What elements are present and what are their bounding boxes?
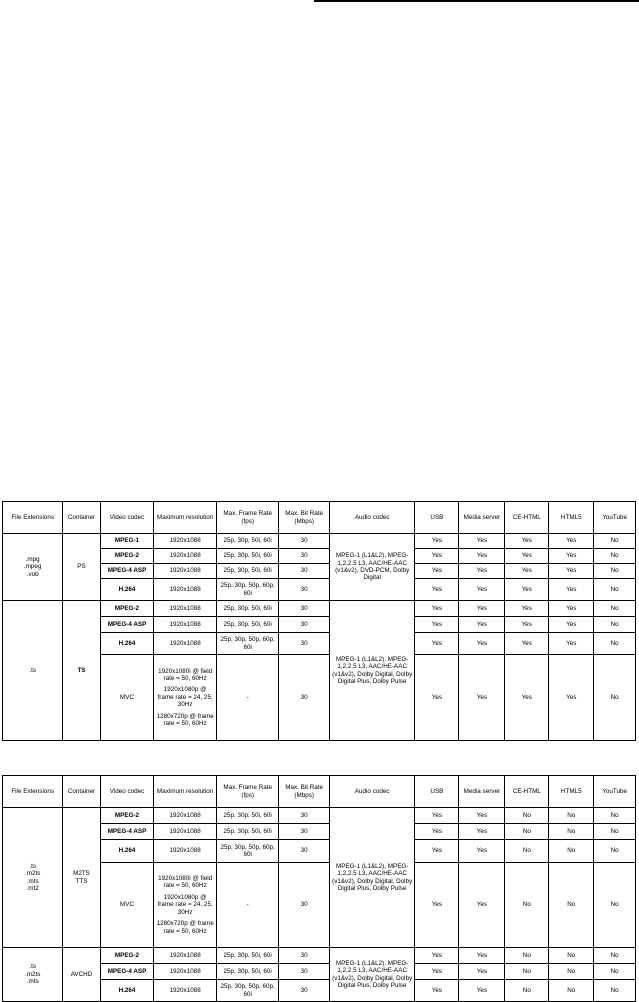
audio-codec-cell: MPEG-1 (L1&L2), MPEG-1,2,2.5 L3, AAC/HE-AAC (v1&v2), DVD-PCM, Dolby Digital: [329, 534, 415, 601]
ce-html-cell: No: [505, 808, 549, 824]
bit-rate-cell: 30: [279, 655, 329, 741]
video-codec-cell: MPEG-2: [100, 808, 154, 824]
ce-html-cell: Yes: [505, 655, 549, 741]
youtube-cell: No: [594, 534, 636, 549]
youtube-cell: No: [594, 617, 636, 633]
ce-html-cell: Yes: [505, 564, 549, 579]
html5-cell: Yes: [549, 564, 594, 579]
frame-rate-cell: 25p, 30p, 50i, 60i: [216, 617, 279, 633]
usb-cell: Yes: [415, 863, 459, 948]
bit-rate-cell: 30: [279, 549, 329, 564]
resolution-cell: 1920x1088: [154, 633, 217, 655]
col-audio-codec: Audio codec: [329, 502, 415, 534]
ce-html-cell: No: [505, 964, 549, 980]
html5-cell: Yes: [549, 549, 594, 564]
youtube-cell: No: [594, 633, 636, 655]
youtube-cell: No: [594, 564, 636, 579]
resolution-cell: 1920x1088: [154, 534, 217, 549]
ce-html-cell: Yes: [505, 633, 549, 655]
youtube-cell: No: [594, 824, 636, 840]
col-media-server: Media server: [459, 776, 505, 808]
bit-rate-cell: 30: [279, 534, 329, 549]
ce-html-cell: No: [505, 863, 549, 948]
media-server-cell: Yes: [459, 840, 505, 863]
frame-rate-cell: 25p, 30p, 50p, 60p, 60i: [216, 579, 279, 601]
resolution-cell: 1920x1088: [154, 564, 217, 579]
resolution-cell: 1920x1088: [154, 617, 217, 633]
table-row: [3, 808, 636, 824]
container-cell: AVCHD: [63, 948, 100, 1002]
bit-rate-cell: 30: [279, 564, 329, 579]
media-server-cell: Yes: [459, 617, 505, 633]
bit-rate-cell: 30: [279, 863, 329, 948]
container-cell: M2TS TTS: [63, 808, 100, 948]
col-container: Container: [63, 502, 100, 534]
youtube-cell: No: [594, 655, 636, 741]
audio-codec-cell: MPEG-1 (L1&L2), MPEG-1,2,2.5 L3, AAC/HE-AAC (v1&v2), Dolby Digital, Dolby Digital Plus, Dolby Pulse: [329, 601, 415, 741]
bit-rate-cell: 30: [279, 980, 329, 1002]
resolution-line: 1280x720p @ frame rate = 50, 60Hz: [156, 920, 214, 935]
media-server-cell: Yes: [459, 534, 505, 549]
html5-cell: No: [549, 948, 594, 964]
file-extensions-cell: .ts .m2ts .mts: [3, 948, 63, 1002]
video-codec-cell: MPEG-4 ASP: [100, 617, 154, 633]
resolution-cell: 1920x1088: [154, 549, 217, 564]
resolution-cell: 1920x1088: [154, 980, 217, 1002]
media-server-cell: Yes: [459, 564, 505, 579]
resolution-line: 1920x1080p @ frame rate = 24, 25, 30Hz: [157, 686, 213, 709]
ce-html-cell: Yes: [505, 549, 549, 564]
ce-html-cell: No: [505, 824, 549, 840]
col-ce-html: CE-HTML: [505, 502, 549, 534]
video-codec-cell: H.264: [100, 579, 154, 601]
usb-cell: Yes: [415, 534, 459, 549]
html5-cell: Yes: [549, 534, 594, 549]
media-format-table-2: [2, 775, 636, 1002]
html5-cell: Yes: [549, 617, 594, 633]
frame-rate-cell: 25p, 30p, 50i, 60i: [216, 601, 279, 617]
frame-rate-cell: 25p, 30p, 50p, 60p, 60i: [216, 840, 279, 863]
ce-html-cell: Yes: [505, 617, 549, 633]
usb-cell: Yes: [415, 655, 459, 741]
media-server-cell: Yes: [459, 948, 505, 964]
media-server-cell: Yes: [459, 824, 505, 840]
col-max-bit-rate: Max. Bit Rate (Mbps): [279, 502, 329, 534]
video-codec-cell: MPEG-1: [100, 534, 154, 549]
video-codec-cell: MPEG-2: [100, 948, 154, 964]
col-youtube: YouTube: [594, 776, 636, 808]
media-server-cell: Yes: [459, 655, 505, 741]
youtube-cell: No: [594, 808, 636, 824]
html5-cell: Yes: [549, 601, 594, 617]
frame-rate-cell: -: [216, 863, 279, 948]
col-video-codec: Video codec: [100, 502, 154, 534]
bit-rate-cell: 30: [279, 808, 329, 824]
html5-cell: No: [549, 808, 594, 824]
resolution-cell: [154, 863, 217, 948]
html5-cell: No: [549, 863, 594, 948]
resolution-line: 1920x1080p @ frame rate = 24, 25, 30Hz: [157, 893, 213, 916]
frame-rate-cell: 25p, 30p, 50i, 60i: [216, 964, 279, 980]
table-row: [3, 948, 636, 964]
col-max-bit-rate: Max. Bit Rate (Mbps): [279, 776, 329, 808]
resolution-cell: 1920x1088: [154, 964, 217, 980]
youtube-cell: No: [594, 948, 636, 964]
col-max-frame-rate: Max. Frame Rate (fps): [216, 502, 279, 534]
header-rule: [314, 0, 639, 2]
html5-cell: No: [549, 964, 594, 980]
media-server-cell: Yes: [459, 964, 505, 980]
video-codec-cell: MPEG-4 ASP: [100, 564, 154, 579]
col-html5: HTML5: [549, 776, 594, 808]
col-audio-codec: Audio codec: [329, 776, 415, 808]
media-server-cell: Yes: [459, 579, 505, 601]
bit-rate-cell: 30: [279, 948, 329, 964]
usb-cell: Yes: [415, 633, 459, 655]
video-codec-cell: H.264: [100, 980, 154, 1002]
ce-html-cell: Yes: [505, 579, 549, 601]
html5-cell: Yes: [549, 655, 594, 741]
video-codec-cell: H.264: [100, 840, 154, 863]
col-ce-html: CE-HTML: [505, 776, 549, 808]
video-codec-cell: MVC: [100, 863, 154, 948]
col-container: Container: [63, 776, 100, 808]
resolution-line: 1920x1080i @ field rate = 50, 60Hz: [158, 667, 213, 682]
youtube-cell: No: [594, 980, 636, 1002]
frame-rate-cell: 25p, 30p, 50p, 60p, 60i: [216, 633, 279, 655]
usb-cell: Yes: [415, 824, 459, 840]
bit-rate-cell: 30: [279, 840, 329, 863]
media-server-cell: Yes: [459, 549, 505, 564]
audio-codec-cell: MPEG-1 (L1&L2), MPEG-1,2,2.5 L3, AAC/HE-AAC (v1&v2), Dolby Digital, Dolby Digital Plus, Dolby Pulse: [329, 948, 415, 1002]
media-server-cell: Yes: [459, 808, 505, 824]
ce-html-cell: Yes: [505, 534, 549, 549]
bit-rate-cell: 30: [279, 579, 329, 601]
frame-rate-cell: -: [216, 655, 279, 741]
usb-cell: Yes: [415, 617, 459, 633]
video-codec-cell: H.264: [100, 633, 154, 655]
media-format-table-1: [2, 501, 636, 741]
youtube-cell: No: [594, 840, 636, 863]
youtube-cell: No: [594, 579, 636, 601]
table-row: [3, 534, 636, 549]
youtube-cell: No: [594, 863, 636, 948]
bit-rate-cell: 30: [279, 824, 329, 840]
usb-cell: Yes: [415, 980, 459, 1002]
frame-rate-cell: 25p, 30p, 50p, 60p, 60i: [216, 980, 279, 1002]
usb-cell: Yes: [415, 564, 459, 579]
youtube-cell: No: [594, 964, 636, 980]
col-video-codec: Video codec: [100, 776, 154, 808]
usb-cell: Yes: [415, 948, 459, 964]
html5-cell: Yes: [549, 633, 594, 655]
bit-rate-cell: 30: [279, 964, 329, 980]
usb-cell: Yes: [415, 964, 459, 980]
table-row: [3, 601, 636, 617]
resolution-cell: 1920x1088: [154, 824, 217, 840]
frame-rate-cell: 25p, 30p, 50i, 60i: [216, 824, 279, 840]
container-cell: TS: [63, 601, 100, 741]
col-max-resolution: Maximum resolution: [154, 776, 217, 808]
col-youtube: YouTube: [594, 502, 636, 534]
usb-cell: Yes: [415, 579, 459, 601]
video-codec-cell: MVC: [100, 655, 154, 741]
resolution-cell: [154, 655, 217, 741]
frame-rate-cell: 25p, 30p, 50i, 60i: [216, 564, 279, 579]
media-server-cell: Yes: [459, 980, 505, 1002]
col-max-frame-rate: Max. Frame Rate (fps): [216, 776, 279, 808]
media-server-cell: Yes: [459, 863, 505, 948]
resolution-cell: 1920x1088: [154, 808, 217, 824]
col-file-extensions: File Extensions: [3, 502, 63, 534]
frame-rate-cell: 25p, 30p, 50i, 60i: [216, 534, 279, 549]
media-server-cell: Yes: [459, 633, 505, 655]
usb-cell: Yes: [415, 601, 459, 617]
resolution-cell: 1920x1088: [154, 601, 217, 617]
resolution-cell: 1920x1088: [154, 579, 217, 601]
col-html5: HTML5: [549, 502, 594, 534]
ce-html-cell: Yes: [505, 601, 549, 617]
usb-cell: Yes: [415, 549, 459, 564]
resolution-cell: 1920x1088: [154, 840, 217, 863]
col-max-resolution: Maximum resolution: [154, 502, 217, 534]
resolution-cell: 1920x1088: [154, 948, 217, 964]
bit-rate-cell: 30: [279, 633, 329, 655]
html5-cell: Yes: [549, 579, 594, 601]
file-extensions-cell: .ts .m2ts .mts .mt2: [3, 808, 63, 948]
html5-cell: No: [549, 824, 594, 840]
col-usb: USB: [415, 502, 459, 534]
frame-rate-cell: 25p, 30p, 50i, 60i: [216, 948, 279, 964]
video-codec-cell: MPEG-2: [100, 601, 154, 617]
col-usb: USB: [415, 776, 459, 808]
usb-cell: Yes: [415, 808, 459, 824]
video-codec-cell: MPEG-4 ASP: [100, 964, 154, 980]
video-codec-cell: MPEG-4 ASP: [100, 824, 154, 840]
html5-cell: No: [549, 980, 594, 1002]
bit-rate-cell: 30: [279, 617, 329, 633]
col-file-extensions: File Extensions: [3, 776, 63, 808]
html5-cell: No: [549, 840, 594, 863]
youtube-cell: No: [594, 601, 636, 617]
file-extensions-cell: .ts: [3, 601, 63, 741]
media-server-cell: Yes: [459, 601, 505, 617]
file-extensions-cell: .mpg .mpeg .vob: [3, 534, 63, 601]
frame-rate-cell: 25p, 30p, 50i, 60i: [216, 549, 279, 564]
audio-codec-cell: MPEG-1 (L1&L2), MPEG-1,2,2.5 L3, AAC/HE-AAC (v1&v2), Dolby Digital, Dolby Digital Plus, Dolby Pulse: [329, 808, 415, 948]
resolution-line: 1920x1080i @ field rate = 50, 60Hz: [158, 875, 213, 890]
container-cell: PS: [63, 534, 100, 601]
table-header-row: [3, 776, 636, 808]
frame-rate-cell: 25p, 30p, 50i, 60i: [216, 808, 279, 824]
col-media-server: Media server: [459, 502, 505, 534]
ce-html-cell: No: [505, 840, 549, 863]
usb-cell: Yes: [415, 840, 459, 863]
resolution-line: 1280x720p @ frame rate = 50, 60Hz: [156, 712, 214, 728]
youtube-cell: No: [594, 549, 636, 564]
bit-rate-cell: 30: [279, 601, 329, 617]
video-codec-cell: MPEG-2: [100, 549, 154, 564]
ce-html-cell: No: [505, 948, 549, 964]
table-header-row: [3, 502, 636, 534]
ce-html-cell: No: [505, 980, 549, 1002]
